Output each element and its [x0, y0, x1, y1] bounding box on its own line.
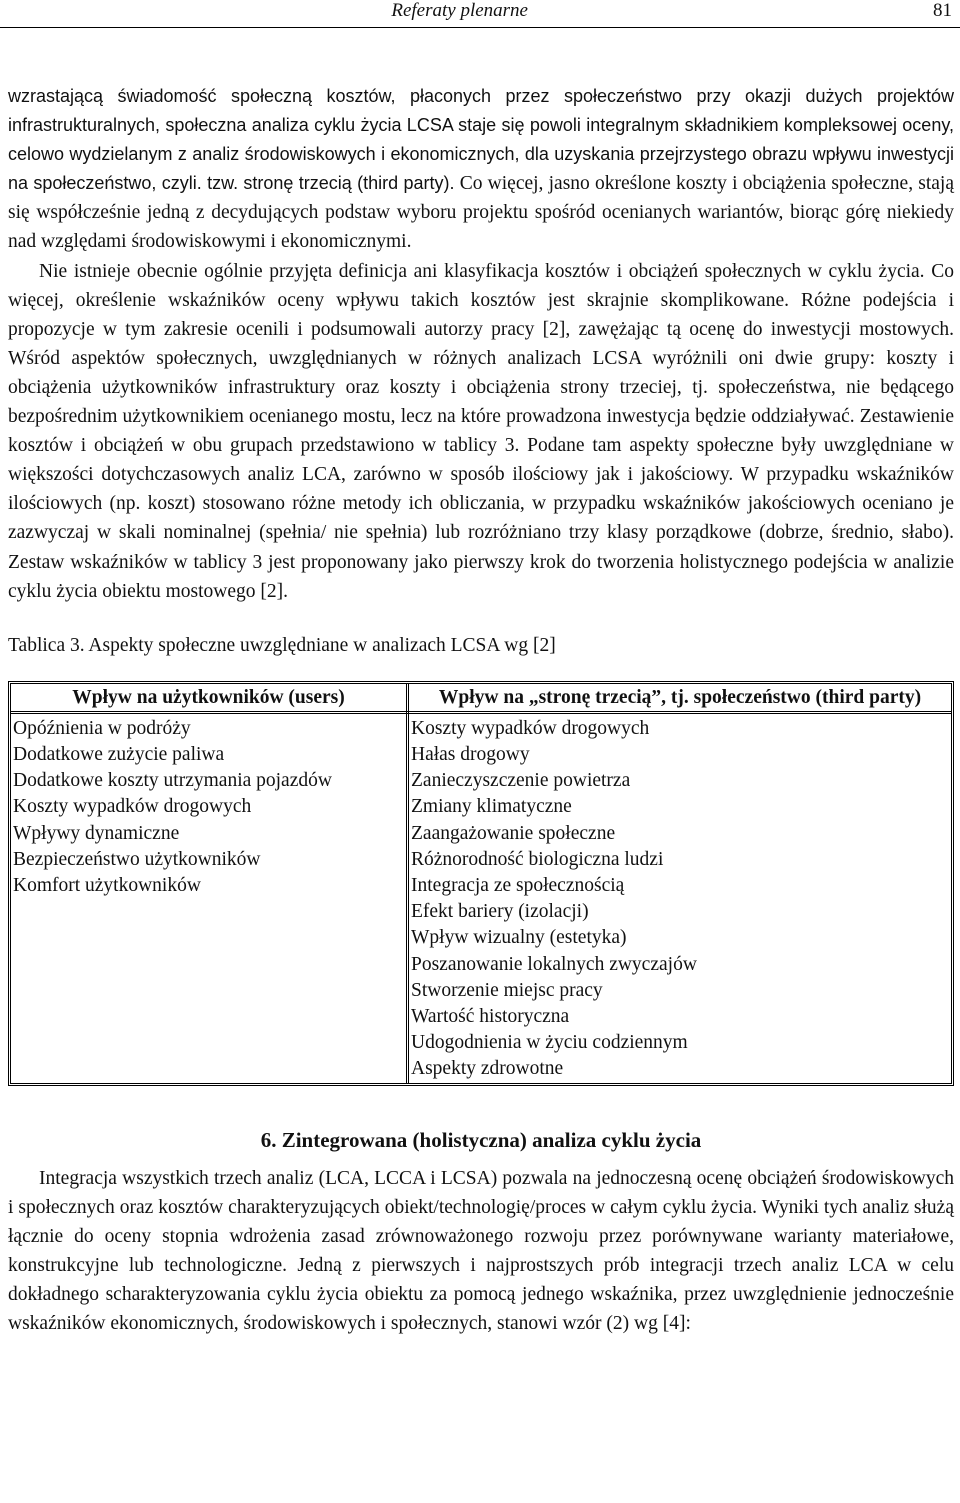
list-item: Koszty wypadków drogowych [411, 717, 650, 739]
list-item: Poszanowanie lokalnych zwyczajów [411, 953, 697, 975]
paragraph-1-part-a: wzrastającą świadomość społeczną kosztów, płaconych przez społeczeństwo przy okazji dużych projektów infrastrukturalnych, społeczna analiza cyklu życia LCSA staje się powoli integralnym składnikiem kompleksowej oceny, celowo wydzielanym z analiz środowiskowych i ekonomicznych, dla uzyskania przejrzystego obrazu wpływu inwestycji na społeczeństwo, czyli. tzw. stronę trzecią (third party). [8, 86, 954, 194]
header-third-party: Wpływ na „stronę trzecią”, tj. społeczeństwo (third party) [408, 684, 952, 713]
paragraph-1-part-b: Co więcej, jasno określone koszty i obciążenia społeczne, stają się współcześnie jedną z decydujących podstaw wyboru projektu spośród ocenianych wariantów, biorąc górę niekiedy nad względami środowiskowymi i ekonomicznymi. [8, 173, 955, 253]
paragraph-3: Integracja wszystkich trzech analiz (LCA, LCCA i LCSA) pozwala na jednoczesną ocenę obciążeń środowiskowych i społecznych oraz kosztów charakteryzujących obiekt/technologię/proces w całym cyklu życia. Wyniki tych analiz służą łącznie do oceny stopnia wdrożenia zasad zrównoważonego rozwoju przez porównywane warianty materiałowe, konstrukcyjne lub technologiczne. Jedną z pierwszych i najprostszych prób integracji trzech analiz LCA w celu dokładnego scharakteryzowania cyklu życia obiektu za pomocą jednego wskaźnika, przez uwzględnienie jednocześnie wskaźników ekonomicznych, środowiskowych i społecznych, stanowi wzór (2) wg [4]: [8, 1167, 954, 1334]
paragraph-2: Nie istnieje obecnie ogólnie przyjęta definicja ani klasyfikacja kosztów i obciążeń społecznych w cyklu życia. Co więcej, określenie wskaźników oceny wpływu takich kosztów jest skrajnie skomplikowane. Różne podejścia i propozycje w tym zakresie ocenili i podsumowali autorzy pracy [2], zawężając tą ocenę do inwestycji mostowych. Wśród aspektów społecznych, uwzględnianych w różnych analizach LCSA wyróżnili oni dwie grupy: koszty i obciążenia użytkowników infrastruktury oraz koszty i obciążenia strony trzeciej, tj. społeczeństwa, nie będącego bezpośrednim użytkownikiem ocenianego mostu, lecz na które prowadzona inwestycja będzie oddziaływać. Zestawienie kosztów i obciążeń w obu grupach przedstawiono w tablicy 3. Podane tam aspekty społeczne były uwzględniane w większości dotychczasowych analiz LCA, zarówno w sposób ilościowy jak i jakościowy. W przypadku wskaźników ilościowych (np. koszt) stosowano różne metody ich obliczania, w przypadku wskaźników jakościowych oceniano je zazwyczaj w skali nominalnej (spełnia/ nie spełnia) lub rozróżniano trzy klasy porządkowe (dobrze, średnio, słabo). Zestaw wskaźników w tablicy 3 jest proponowany jako pierwszy krok do tworzenia holistycznego podejścia w analizie cyklu życia obiektu mostowego [2]. [8, 260, 954, 602]
users-column [11, 712, 408, 1082]
list-item: Wpływ wizualny (estetyka) [411, 927, 627, 949]
running-title: Referaty plenarne [391, 0, 528, 21]
list-item: Koszty wypadków drogowych [13, 796, 252, 818]
page-content [8, 82, 954, 1338]
list-item: Komfort użytkowników [13, 874, 201, 896]
list-item: Dodatkowe zużycie paliwa [13, 743, 225, 765]
list-item: Bezpieczeństwo użytkowników [13, 848, 261, 870]
paragraph-1 [8, 82, 954, 257]
list-item: Różnorodność biologiczna ludzi [411, 848, 664, 870]
list-item: Zaangażowanie społeczne [411, 822, 616, 844]
third-party-column [408, 712, 952, 1082]
table-caption: Tablica 3. Aspekty społeczne uwzględniane w analizach LCSA wg [2] [8, 634, 556, 656]
list-item: Wartość historyczna [411, 1005, 570, 1027]
list-item: Integracja ze społecznością [411, 874, 625, 896]
list-item: Stworzenie miejsc pracy [411, 979, 603, 1001]
page-header [0, 0, 960, 26]
list-item: Opóźnienia w podróży [13, 717, 191, 739]
list-item: Zanieczyszczenie powietrza [411, 770, 631, 792]
header-rule [0, 27, 960, 28]
list-item: Udogodnienia w życiu codziennym [411, 1032, 688, 1054]
aspects-table [8, 681, 954, 1086]
list-item: Hałas drogowy [411, 743, 530, 765]
header-users: Wpływ na użytkowników (users) [11, 684, 408, 713]
list-item: Dodatkowe koszty utrzymania pojazdów [13, 770, 332, 792]
list-item: Aspekty zdrowotne [411, 1058, 564, 1080]
list-item: Zmiany klimatyczne [411, 796, 572, 818]
list-item: Wpływy dynamiczne [13, 822, 180, 844]
section-heading: 6. Zintegrowana (holistyczna) analiza cyklu życia [260, 1127, 702, 1152]
list-item: Efekt bariery (izolacji) [411, 901, 589, 923]
page-number: 81 [933, 0, 952, 21]
